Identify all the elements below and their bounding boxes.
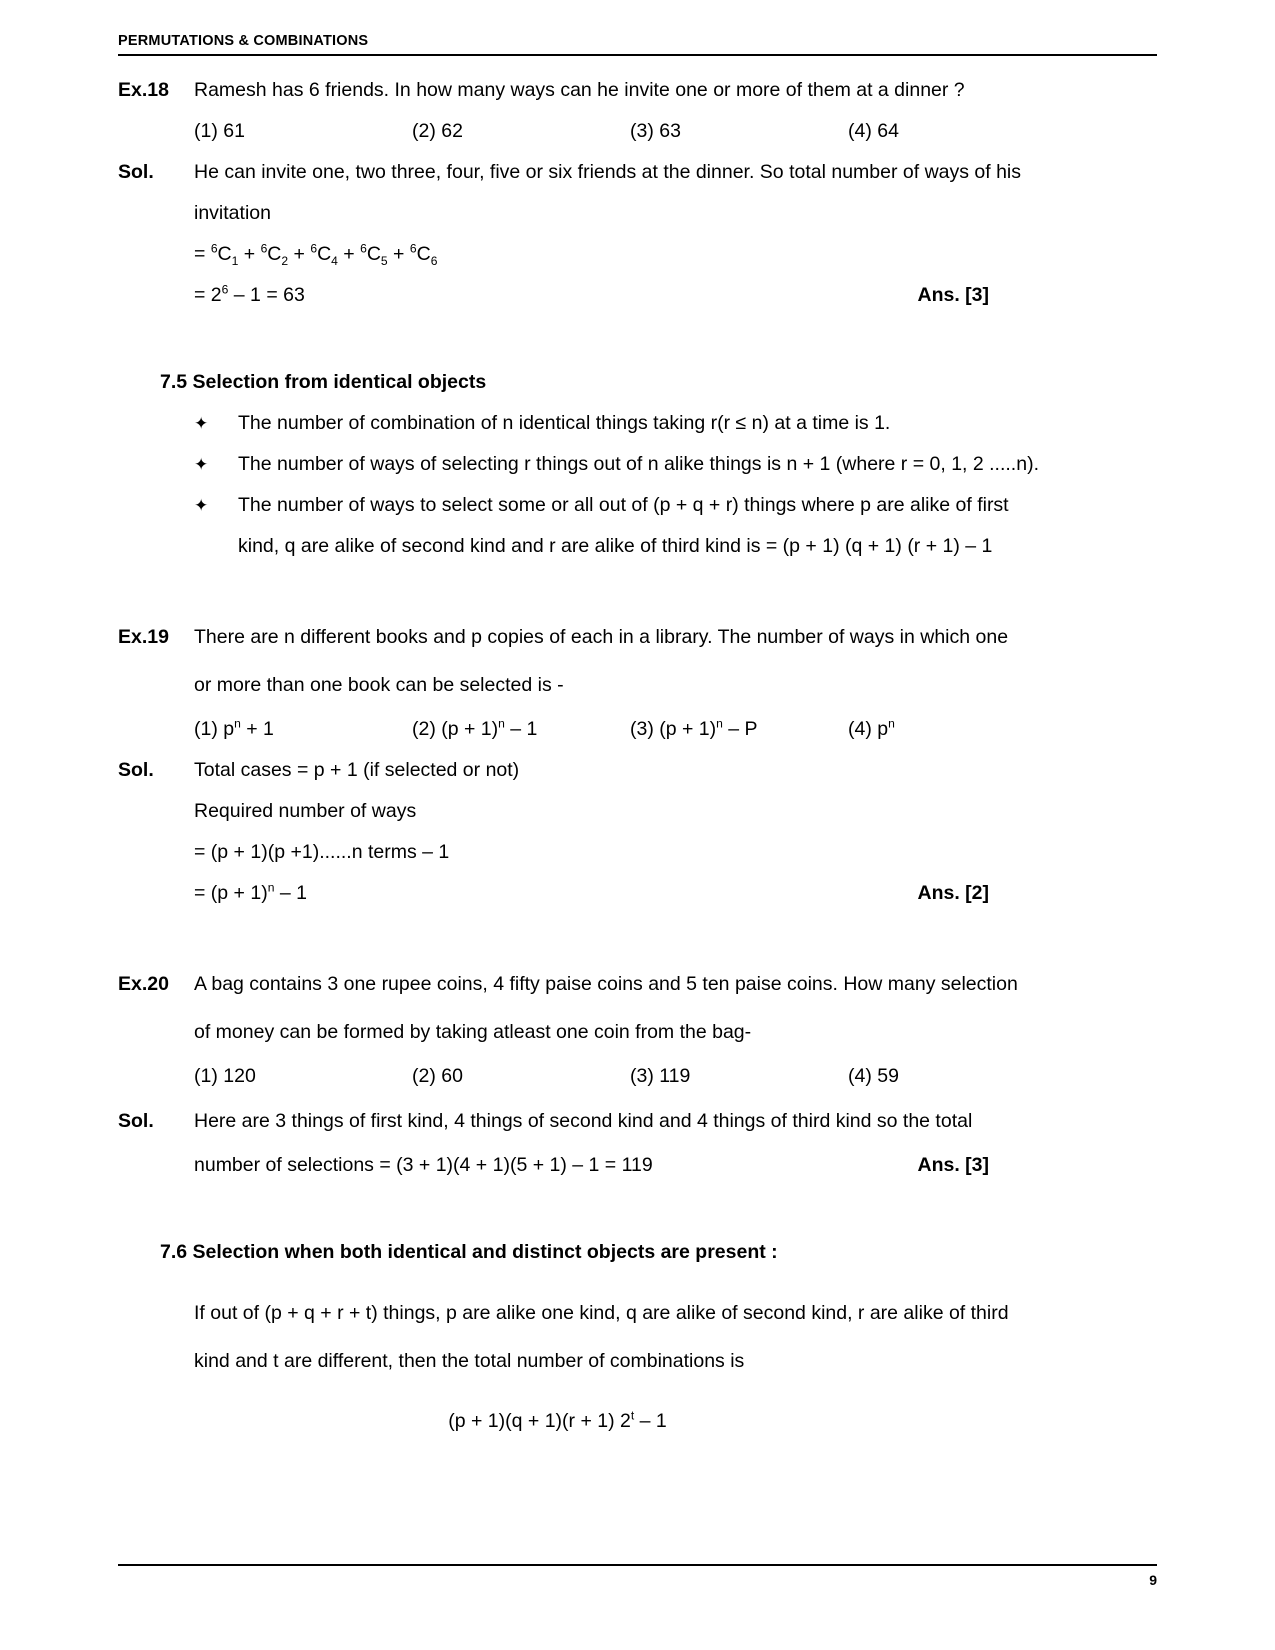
- term-1-subscript: 1: [231, 253, 239, 268]
- page-number: 9: [1149, 1572, 1157, 1588]
- example-19-question-line-2-row: [118, 661, 1157, 709]
- example-19-options: [118, 709, 1157, 750]
- example-19-option-1: [194, 709, 412, 750]
- example-20-option-2: (2) 60: [412, 1064, 463, 1087]
- option-3-number: (3): [630, 717, 660, 740]
- spacer-after-ex19: [118, 914, 1157, 960]
- header-divider: [118, 54, 1157, 56]
- option-4-superscript: n: [888, 716, 895, 731]
- section-7-6-line-1-row: [118, 1289, 1157, 1337]
- bullet-icon: ✦: [194, 454, 209, 474]
- example-20-sol-label: Sol.: [118, 1109, 154, 1132]
- plus-3: +: [337, 242, 361, 265]
- option-3-tail: – P: [722, 717, 758, 740]
- term-5: [409, 241, 438, 268]
- example-19-sol-line-2: Required number of ways: [194, 799, 417, 822]
- example-20-option-3: (3) 119: [630, 1064, 691, 1087]
- section-7-5-bullet-2-text: The number of ways of selecting r things out of n alike things is n + 1 (where r = 0, 1, 2 .....n).: [238, 452, 1039, 475]
- term-2-superscript: 6: [260, 241, 268, 256]
- example-18-option-2: (2) 62: [412, 119, 463, 142]
- page-footer: [118, 1564, 1157, 1588]
- section-7-6-heading: 7.6 Selection when both identical and distinct objects are present :: [160, 1240, 778, 1263]
- term-2-subscript: 2: [281, 253, 289, 268]
- section-7-5-bullet-3-text: The number of ways to select some or all out of (p + q + r) things where p are alike of first: [238, 493, 1009, 516]
- term-1: [210, 241, 239, 268]
- option-2-base: (p + 1): [441, 717, 499, 740]
- option-4-number: (4): [848, 717, 878, 740]
- option-1-superscript: n: [234, 716, 241, 731]
- example-20-sol-line-2: number of selections = (3 + 1)(4 + 1)(5 + 1) – 1 = 119: [194, 1153, 653, 1176]
- section-7-6-formula: [118, 1401, 1157, 1442]
- option-1-base: p: [223, 717, 235, 740]
- section-7-5-bullet-2: [118, 444, 1157, 485]
- section-7-5-bullet-3-continuation: kind, q are alike of second kind and r are alike of third kind is = (p + 1) (q + 1) (r + 1) – 1: [238, 534, 993, 557]
- sol-line-4-suffix: – 1: [274, 881, 307, 904]
- example-19-option-2: [412, 709, 630, 750]
- example-19-sol-line-3: = (p + 1)(p +1)......n terms – 1: [194, 840, 450, 863]
- term-3: [310, 241, 338, 268]
- term-4-subscript: 5: [380, 253, 388, 268]
- plus-4: +: [387, 242, 410, 265]
- example-18-combination-formula: [118, 234, 1157, 275]
- combination-sum-expression: [194, 234, 1157, 275]
- example-20-question-line-2: of money can be formed by taking atleast one coin from the bag-: [194, 1020, 752, 1043]
- term-2-base: C: [267, 242, 282, 265]
- option-2-number: (2): [412, 717, 442, 740]
- example-18-question-row: [118, 70, 1157, 111]
- term-3-subscript: 4: [331, 253, 338, 268]
- term-4-superscript: 6: [360, 241, 367, 256]
- example-18-option-1: (1) 61: [194, 119, 245, 142]
- option-1-tail: + 1: [240, 717, 274, 740]
- result-prefix: = 2: [194, 283, 222, 306]
- term-1-base: C: [217, 242, 232, 265]
- section-7-6-line-2-row: [118, 1337, 1157, 1385]
- example-18-options: [118, 111, 1157, 152]
- example-20-option-1: (1) 120: [194, 1064, 256, 1087]
- example-18-solution-row: [118, 152, 1157, 193]
- plus-2: +: [288, 242, 311, 265]
- section-7-5-block: [118, 362, 1157, 567]
- option-4-base: p: [877, 717, 889, 740]
- example-19-sol-line-1: Total cases = p + 1 (if selected or not): [194, 758, 520, 781]
- example-20-question-row: [118, 960, 1157, 1008]
- example-19-sol-line-4: [194, 873, 917, 914]
- section-7-5-bullet-1: [118, 403, 1157, 444]
- equals-sign: =: [194, 242, 211, 265]
- example-18-label: Ex.18: [118, 78, 169, 101]
- term-1-superscript: 6: [210, 241, 218, 256]
- result-exponent: 6: [221, 282, 229, 297]
- example-19-answer: Ans. [2]: [917, 881, 989, 904]
- spacer-section76: [118, 1273, 1157, 1289]
- result-suffix: – 1 = 63: [228, 283, 305, 306]
- option-2-tail: – 1: [504, 717, 538, 740]
- example-18-option-4: (4) 64: [848, 119, 899, 142]
- term-5-subscript: 6: [430, 253, 438, 268]
- spacer-after-section75: [118, 567, 1157, 613]
- example-19-sol-line-2-row: [118, 791, 1157, 832]
- term-3-base: C: [317, 242, 332, 265]
- example-19-question-row: [118, 613, 1157, 661]
- spacer-after-ex18: [118, 316, 1157, 362]
- example-20-block: [118, 960, 1157, 1186]
- example-18-sol-label: Sol.: [118, 160, 154, 183]
- option-2-superscript: n: [498, 716, 505, 731]
- term-3-superscript: 6: [310, 241, 318, 256]
- example-20-option-4: (4) 59: [848, 1064, 899, 1087]
- example-19-solution-row: [118, 750, 1157, 791]
- option-1-number: (1): [194, 717, 224, 740]
- example-20-answer: Ans. [3]: [917, 1153, 989, 1176]
- example-18-result-line: [118, 275, 1157, 316]
- section-7-6-block: [118, 1232, 1157, 1442]
- term-5-base: C: [416, 242, 431, 265]
- bullet-icon: ✦: [194, 413, 209, 433]
- option-3-superscript: n: [716, 716, 723, 731]
- example-20-question-line-1: A bag contains 3 one rupee coins, 4 fifty paise coins and 5 ten paise coins. How many selection: [194, 972, 1018, 995]
- example-18-sol-line-1: He can invite one, two three, four, five or six friends at the dinner. So total number of ways of his: [194, 160, 1022, 183]
- section-7-5-bullet-1-text: The number of combination of n identical things taking r(r ≤ n) at a time is 1.: [238, 411, 891, 434]
- option-3-base: (p + 1): [659, 717, 717, 740]
- formula-superscript: t: [630, 1408, 635, 1423]
- example-19-question-line-2: or more than one book can be selected is -: [194, 673, 564, 696]
- page-header: [118, 34, 1157, 56]
- header-title: PERMUTATIONS & COMBINATIONS: [118, 33, 369, 49]
- example-19-sol-line-4-row: [118, 873, 1157, 914]
- example-20-sol-line-2-row: [118, 1145, 1157, 1186]
- sol-line-4-superscript: n: [267, 880, 275, 895]
- spacer-after-ex20: [118, 1186, 1157, 1232]
- section-7-6-line-1: If out of (p + q + r + t) things, p are alike one kind, q are alike of second kind, r are alike of third: [194, 1301, 1009, 1324]
- example-19-question-line-1: There are n different books and p copies of each in a library. The number of ways in which one: [194, 625, 1009, 648]
- term-4: [360, 241, 388, 268]
- example-19-sol-label: Sol.: [118, 758, 154, 781]
- example-18-answer: Ans. [3]: [917, 283, 989, 306]
- example-19-label: Ex.19: [118, 625, 169, 648]
- formula-prefix: (p + 1)(q + 1)(r + 1) 2: [448, 1409, 631, 1432]
- example-19-option-3: [630, 709, 848, 750]
- term-5-superscript: 6: [409, 241, 417, 256]
- plus-1: +: [238, 242, 261, 265]
- example-18-sol-line-2: invitation: [194, 201, 271, 224]
- term-2: [260, 241, 289, 268]
- example-20-label: Ex.20: [118, 972, 169, 995]
- example-18-sol-line-2-row: [118, 193, 1157, 234]
- spacer-before-formula: [118, 1385, 1157, 1401]
- example-18-result-expression: [194, 275, 917, 316]
- section-7-6-line-2: kind and t are different, then the total number of combinations is: [194, 1349, 745, 1372]
- sol-line-4-prefix: = (p + 1): [194, 881, 268, 904]
- example-19-sol-line-3-row: [118, 832, 1157, 873]
- bullet-icon: ✦: [194, 495, 209, 515]
- example-19-block: [118, 613, 1157, 914]
- example-20-sol-line-1: Here are 3 things of first kind, 4 things of second kind and 4 things of third kind so the total: [194, 1109, 973, 1132]
- example-19-option-4: [848, 709, 895, 750]
- example-20-solution-row: [118, 1097, 1157, 1145]
- formula-suffix: – 1: [634, 1409, 667, 1432]
- example-18-block: [118, 70, 1157, 316]
- example-20-question-line-2-row: [118, 1008, 1157, 1056]
- example-18-question: Ramesh has 6 friends. In how many ways can he invite one or more of them at a dinner ?: [194, 78, 965, 101]
- example-18-option-3: (3) 63: [630, 119, 681, 142]
- term-4-base: C: [366, 242, 381, 265]
- section-7-5-heading: 7.5 Selection from identical objects: [160, 370, 487, 393]
- example-20-options: [118, 1056, 1157, 1097]
- section-7-5-bullet-3: [118, 485, 1157, 526]
